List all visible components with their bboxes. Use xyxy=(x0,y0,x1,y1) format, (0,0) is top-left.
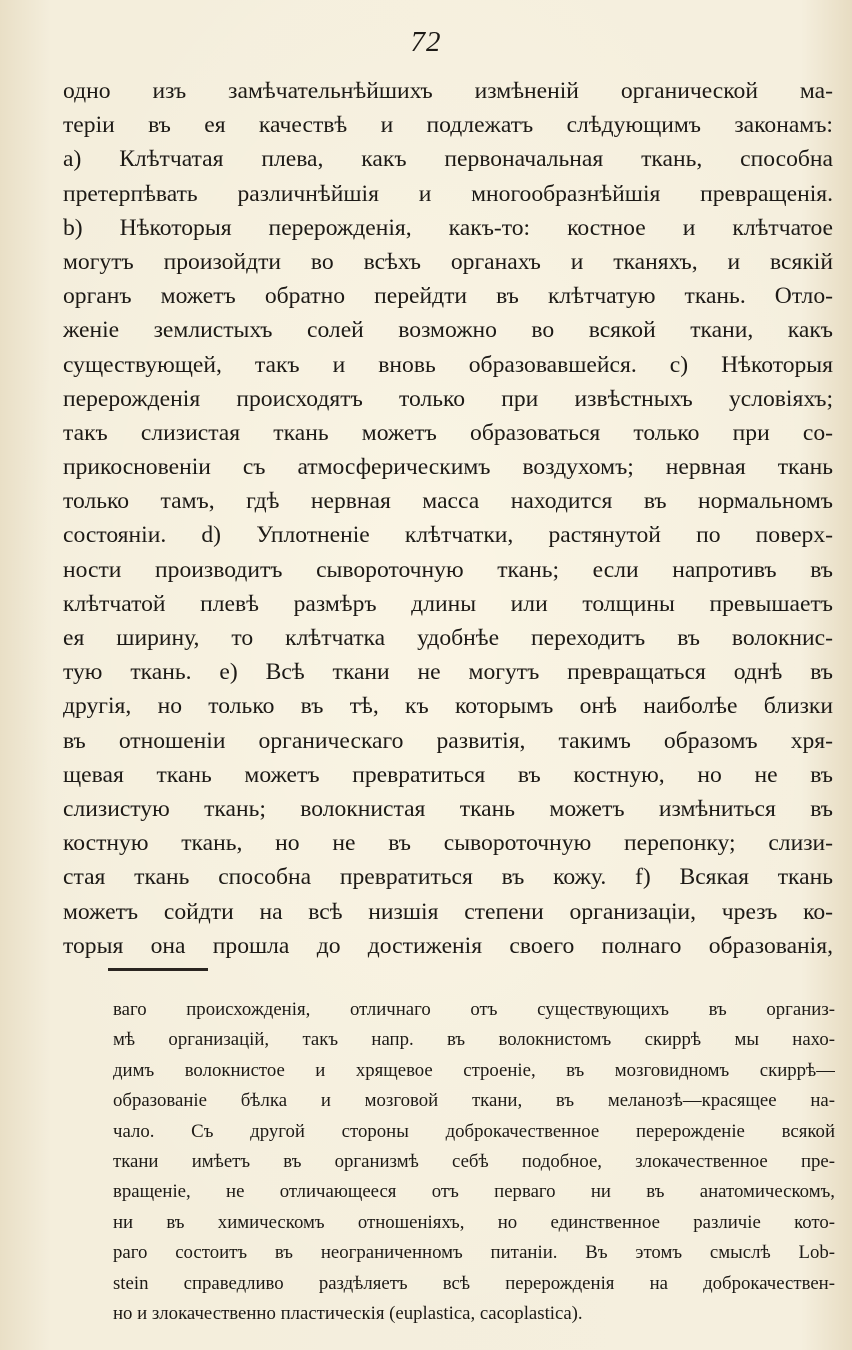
text-line: ности производитъ сывороточную ткань; если напротивъ въ xyxy=(63,556,833,583)
text-line: женіе землистыхъ солей возможно во всякой ткани, какъ xyxy=(63,317,833,344)
text-line: стая ткань способна превратиться въ кожу. f) Всякая ткань xyxy=(63,864,833,891)
text-line: органъ можетъ обратно перейдти въ клѣтчатую ткань. Отло- xyxy=(63,283,833,310)
text-line: только тамъ, гдѣ нервная масса находится въ нормальномъ xyxy=(63,488,833,515)
footnote-line: раго состоитъ въ неограниченномъ питаніи. Въ этомъ смыслѣ Lob- xyxy=(113,1242,835,1264)
text-line: могутъ произойдти во всѣхъ органахъ и тканяхъ, и всякій xyxy=(63,248,833,275)
text-line: одно изъ замѣчательнѣйшихъ измѣненій органической ма- xyxy=(63,78,833,104)
text-line: прикосновеніи съ атмосферическимъ воздухомъ; нервная ткань xyxy=(63,454,833,481)
footnote-line: димъ волокнистое и хрящевое строеніе, въ мозговидномъ скиррѣ— xyxy=(113,1059,835,1081)
text-line: b) Нѣкоторыя перерожденія, какъ-то: костное и клѣтчатое xyxy=(63,214,833,241)
footnote-line: но и злокачественно пластическія (euplastica, cacoplastica). xyxy=(113,1302,583,1324)
text-line: слизистую ткань; волокнистая ткань можетъ измѣниться въ xyxy=(63,795,833,822)
text-line: претерпѣвать различнѣйшія и многообразнѣйшія превращенія. xyxy=(63,180,833,207)
main-text-block xyxy=(63,74,833,963)
text-line: a) Клѣтчатая плева, какъ первоначальная ткань, способна xyxy=(63,146,833,173)
text-line: костную ткань, но не въ сывороточную перепонку; слизи- xyxy=(63,830,833,857)
text-line: другія, но только въ тѣ, къ которымъ онѣ наиболѣе близки xyxy=(63,693,833,720)
text-line: состояніи. d) Уплотненіе клѣтчатки, растянутой по поверх- xyxy=(63,522,833,549)
footnote-line: stein справедливо раздѣляетъ всѣ перерожденія на доброкачествен- xyxy=(113,1272,835,1294)
footnote-line: образованіе бѣлка и мозговой ткани, въ меланозѣ—красящее на- xyxy=(113,1090,835,1112)
footnote-block xyxy=(113,995,835,1329)
footnote-rule xyxy=(108,968,208,971)
text-line: клѣтчатой плевѣ размѣръ длины или толщины превышаетъ xyxy=(63,590,833,617)
text-line: торыя она прошла до достиженія своего полнаго образованія, xyxy=(63,932,833,959)
text-line: перерожденія происходятъ только при извѣстныхъ условіяхъ; xyxy=(63,385,833,412)
text-line: въ отношеніи органическаго развитія, такимъ образомъ хря- xyxy=(63,727,833,754)
footnote-line: мѣ организацій, такъ напр. въ волокнистомъ скиррѣ мы нахо- xyxy=(113,1029,835,1051)
text-line: тую ткань. e) Всѣ ткани не могутъ превращаться однѣ въ xyxy=(63,659,833,686)
footnote-line: ваго происхожденія, отличнаго отъ существующихъ въ организ- xyxy=(113,999,835,1020)
footnote-line: вращеніе, не отличающееся отъ перваго ни въ анатомическомъ, xyxy=(113,1181,835,1203)
footnote-line: ткани имѣетъ въ организмѣ себѣ подобное, злокачественное пре- xyxy=(113,1150,835,1172)
text-line: можетъ сойдти на всѣ низшія степени организаціи, чрезъ ко- xyxy=(63,898,833,925)
footnote-line: ни въ химическомъ отношеніяхъ, но единственное различіе кото- xyxy=(113,1211,835,1233)
text-line: ея ширину, то клѣтчатка удобнѣе переходитъ въ волокнис- xyxy=(63,625,833,651)
text-line: щевая ткань можетъ превратиться въ костную, но не въ xyxy=(63,761,833,788)
text-line: теріи въ ея качествѣ и подлежатъ слѣдующимъ законамъ: xyxy=(63,112,833,139)
footnote-line: чало. Съ другой стороны доброкачественное перерожденіе всякой xyxy=(113,1120,835,1142)
text-line: такъ слизистая ткань можетъ образоваться только при со- xyxy=(63,419,833,446)
text-line: существующей, такъ и вновь образовавшейся. c) Нѣкоторыя xyxy=(63,351,833,378)
page-number: 72 xyxy=(410,26,442,58)
